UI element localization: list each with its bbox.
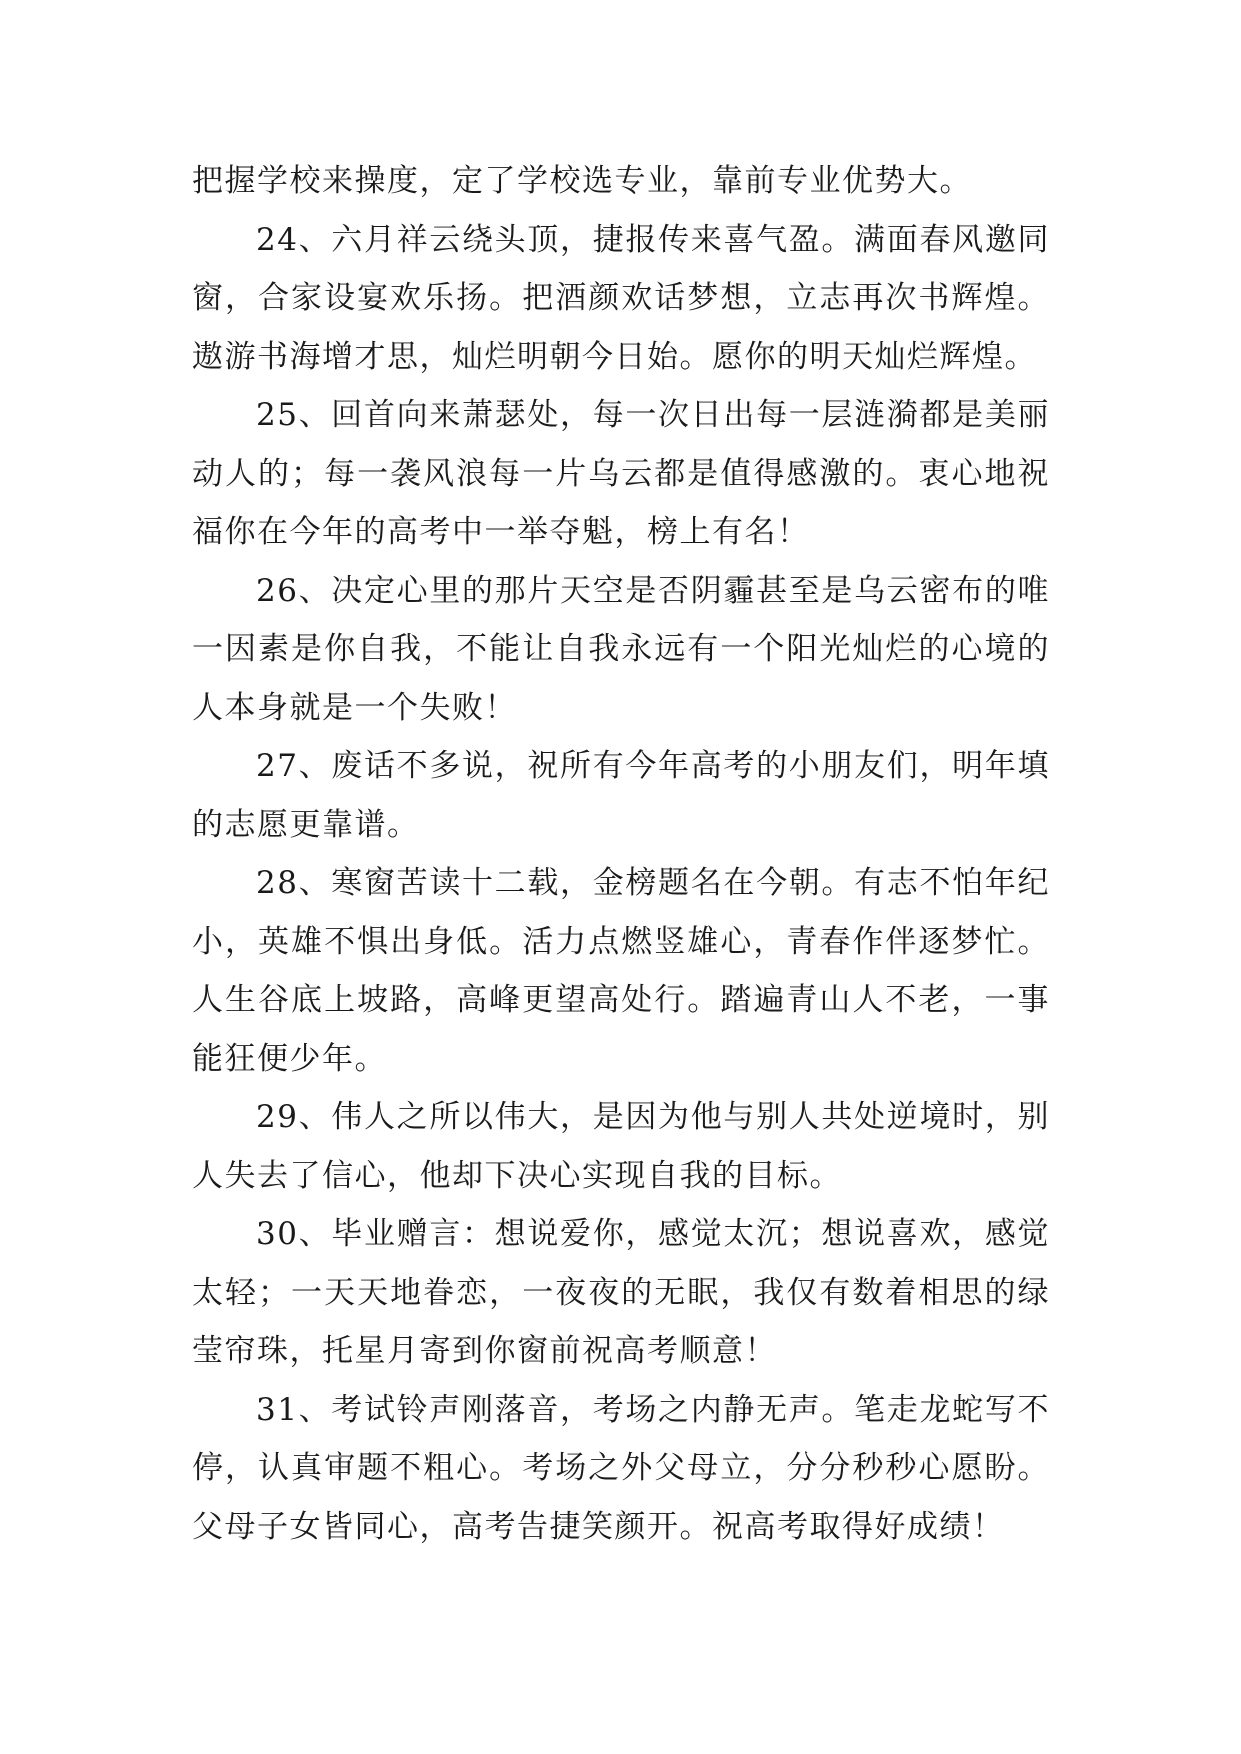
paragraph-29: 29、伟人之所以伟大，是因为他与别人共处逆境时，别人失去了信心，他却下决心实现自我的目标。 [192,1099,1050,1194]
paragraph-31: 31、考试铃声刚落音，考场之内静无声。笔走龙蛇写不停，认真审题不粗心。考场之外父母立，分分秒秒心愿盼。父母子女皆同心，高考告捷笑颜开。祝高考取得好成绩！ [192,1391,1050,1545]
document-body [192,152,1050,1556]
paragraph-24: 24、六月祥云绕头顶，捷报传来喜气盈。满面春风邀同窗，合家设宴欢乐扬。把酒颜欢话梦想，立志再次书辉煌。遨游书海增才思，灿烂明朝今日始。愿你的明天灿烂辉煌。 [192,221,1050,375]
paragraph-27: 27、废话不多说，祝所有今年高考的小朋友们，明年填的志愿更靠谱。 [192,748,1050,843]
paragraph-26: 26、决定心里的那片天空是否阴霾甚至是乌云密布的唯一因素是你自我，不能让自我永远有一个阳光灿烂的心境的人本身就是一个失败！ [192,572,1050,726]
paragraph-continuation: 把握学校来操度，定了学校选专业，靠前专业优势大。 [192,163,972,199]
paragraph-30: 30、毕业赠言：想说爱你，感觉太沉；想说喜欢，感觉太轻；一天天地眷恋，一夜夜的无眠，我仅有数着相思的绿莹帘珠，托星月寄到你窗前祝高考顺意！ [192,1216,1050,1369]
paragraph-28: 28、寒窗苦读十二载，金榜题名在今朝。有志不怕年纪小，英雄不惧出身低。活力点燃竖雄心，青春作伴逐梦忙。人生谷底上坡路，高峰更望高处行。踏遍青山人不老，一事能狂便少年。 [192,865,1050,1077]
paragraph-25: 25、回首向来萧瑟处，每一次日出每一层涟漪都是美丽动人的；每一袭风浪每一片乌云都是值得感激的。衷心地祝福你在今年的高考中一举夺魁，榜上有名！ [192,397,1050,550]
